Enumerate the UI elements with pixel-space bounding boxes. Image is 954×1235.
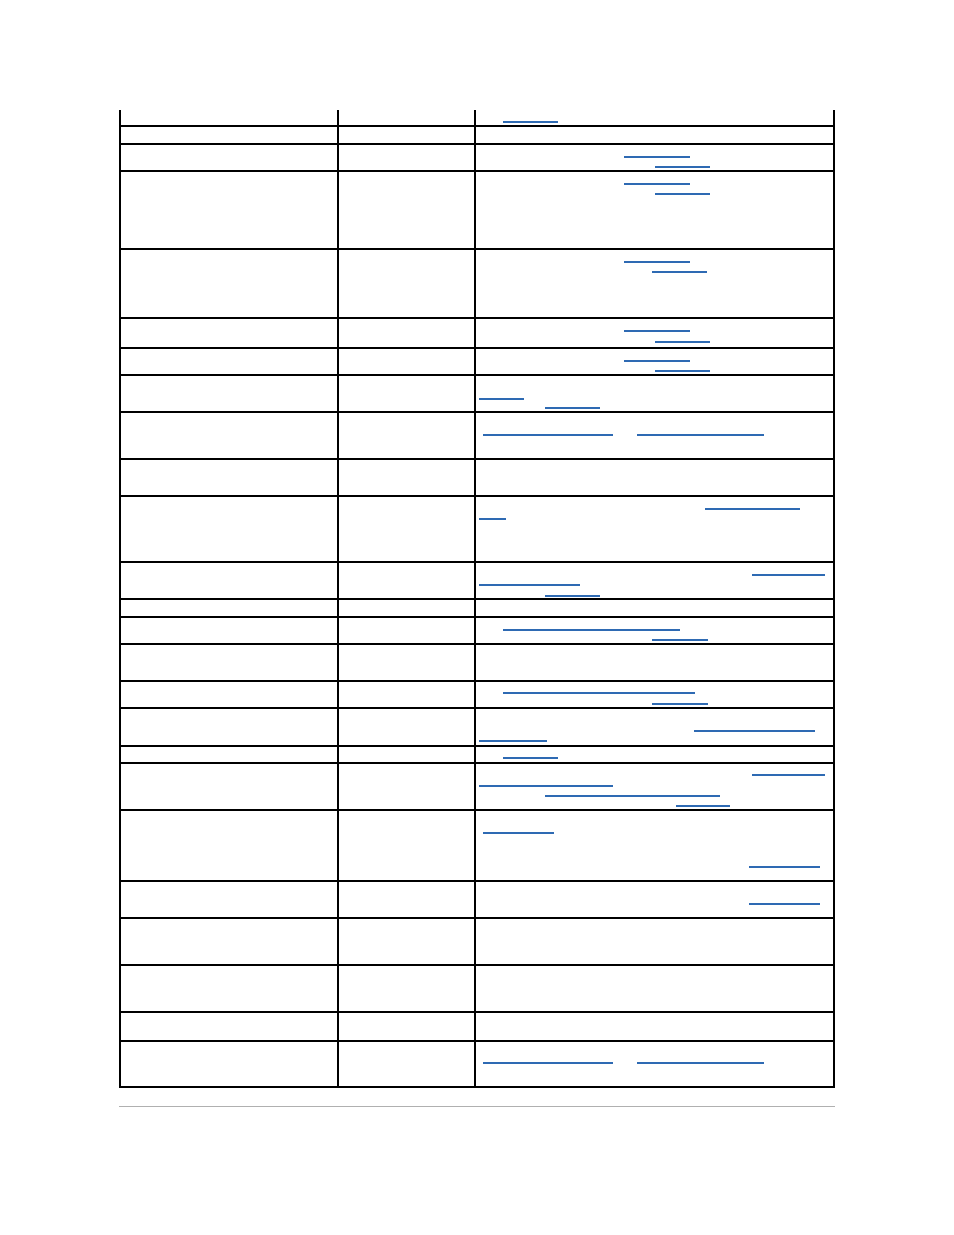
row-divider (121, 411, 833, 413)
row-divider (121, 745, 833, 747)
hyperlink[interactable] (624, 183, 690, 185)
row-divider (121, 561, 833, 563)
hyperlink[interactable] (483, 1062, 613, 1064)
hyperlink[interactable] (749, 903, 820, 905)
hyperlink[interactable] (637, 434, 764, 436)
hyperlink[interactable] (479, 584, 580, 586)
hyperlink[interactable] (705, 508, 800, 510)
row-divider (121, 374, 833, 376)
footer-divider (119, 1106, 835, 1107)
reference-table (119, 110, 835, 1088)
row-divider (121, 598, 833, 600)
hyperlink[interactable] (655, 193, 710, 195)
row-divider (121, 762, 833, 764)
hyperlink[interactable] (624, 360, 690, 362)
row-divider (121, 1040, 833, 1042)
row-divider (121, 643, 833, 645)
row-divider (121, 964, 833, 966)
row-divider (121, 458, 833, 460)
hyperlink[interactable] (545, 795, 720, 797)
row-divider (121, 616, 833, 618)
hyperlink[interactable] (752, 774, 825, 776)
row-divider (121, 880, 833, 882)
hyperlink[interactable] (676, 805, 730, 807)
hyperlink[interactable] (483, 832, 554, 834)
hyperlink[interactable] (694, 730, 815, 732)
row-divider (121, 317, 833, 319)
row-divider (121, 170, 833, 172)
hyperlink[interactable] (479, 740, 547, 742)
hyperlink[interactable] (624, 261, 690, 263)
hyperlink[interactable] (503, 629, 680, 631)
hyperlink[interactable] (749, 866, 820, 868)
hyperlink[interactable] (479, 398, 524, 400)
hyperlink[interactable] (545, 595, 600, 597)
hyperlink[interactable] (652, 639, 708, 641)
hyperlink[interactable] (624, 330, 690, 332)
hyperlink[interactable] (545, 407, 600, 409)
hyperlink[interactable] (652, 271, 707, 273)
row-divider (121, 1011, 833, 1013)
row-divider (121, 917, 833, 919)
hyperlink[interactable] (479, 518, 506, 520)
row-divider (121, 707, 833, 709)
row-divider (121, 143, 833, 145)
column-divider (474, 110, 476, 1086)
column-divider (337, 110, 339, 1086)
hyperlink[interactable] (655, 370, 710, 372)
row-divider (121, 680, 833, 682)
hyperlink[interactable] (624, 156, 690, 158)
hyperlink[interactable] (652, 703, 708, 705)
row-divider (121, 347, 833, 349)
hyperlink[interactable] (503, 692, 695, 694)
row-divider (121, 125, 833, 127)
hyperlink[interactable] (655, 341, 710, 343)
row-divider (121, 809, 833, 811)
hyperlink[interactable] (503, 757, 558, 759)
row-divider (121, 495, 833, 497)
hyperlink[interactable] (483, 434, 613, 436)
hyperlink[interactable] (637, 1062, 764, 1064)
hyperlink[interactable] (479, 785, 613, 787)
row-divider (121, 248, 833, 250)
hyperlink[interactable] (655, 166, 710, 168)
hyperlink[interactable] (503, 121, 558, 123)
hyperlink[interactable] (752, 574, 825, 576)
